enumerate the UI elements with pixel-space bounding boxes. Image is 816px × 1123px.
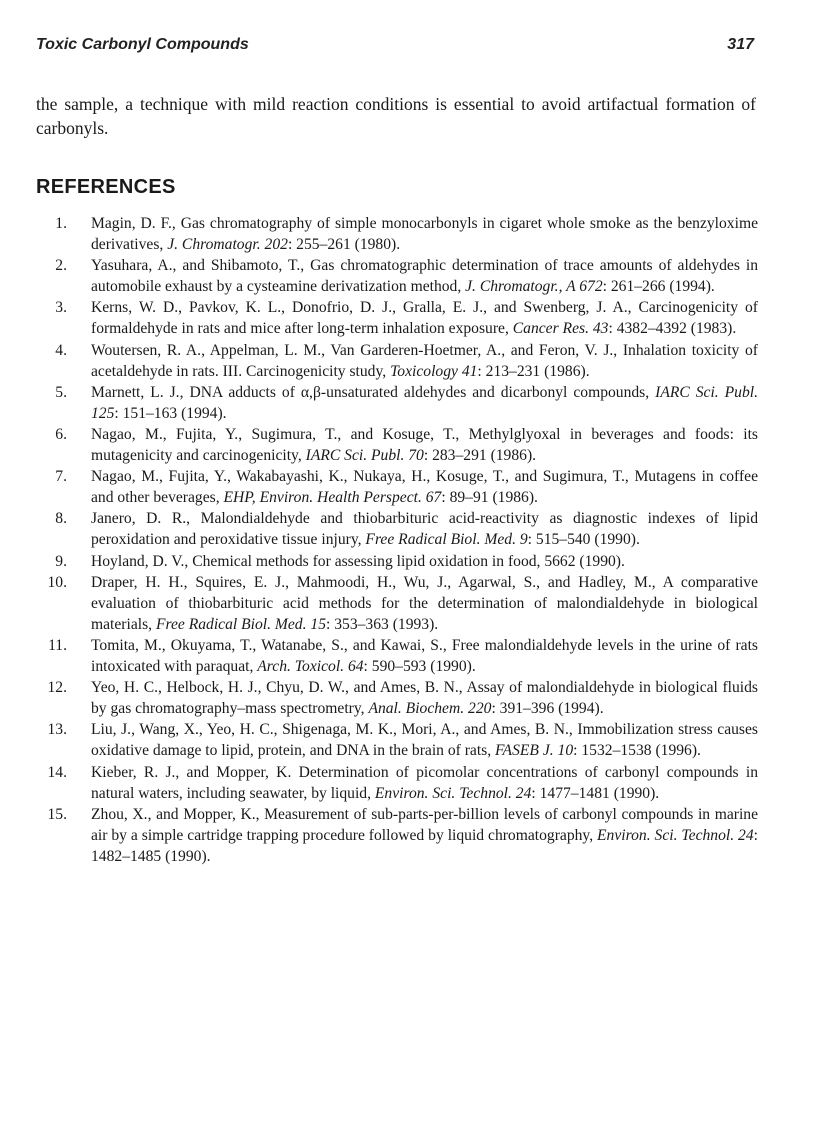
- reference-text: [91, 679, 758, 717]
- reference-text: [91, 553, 625, 570]
- reference-text: [91, 342, 758, 380]
- reference-item: [36, 467, 758, 509]
- reference-authors-title: Woutersen, R. A., Appelman, L. M., Van Garderen-Hoetmer, A., and Feron, V. J., Inhalation toxicity of acetaldehyde in rats. III. Carcinogenicity study,: [91, 341, 758, 380]
- reference-pages-year: : 283–291 (1986).: [423, 446, 537, 464]
- reference-pages-year: : 515–540 (1990).: [527, 531, 640, 549]
- reference-text: [91, 764, 758, 802]
- reference-authors-title: Marnett, L. J., DNA adducts of α,β-unsaturated aldehydes and dicarbonyl compounds,: [91, 383, 656, 401]
- reference-item: [36, 256, 758, 298]
- reference-journal: Cancer Res. 43: [512, 320, 609, 338]
- reference-text: [91, 299, 758, 337]
- reference-text: [91, 215, 758, 253]
- reference-number: 13.: [47, 721, 67, 739]
- reference-pages-year: : 391–396 (1994).: [491, 700, 604, 718]
- reference-journal: J. Chromatogr. 202: [167, 235, 288, 253]
- reference-authors-title: Yeo, H. C., Helbock, H. J., Chyu, D. W., and Ames, B. N., Assay of malondialdehyde in biological fluids by gas chromatography–mass spectrometry,: [91, 679, 758, 718]
- reference-authors-title: Kerns, W. D., Pavkov, K. L., Donofrio, D. J., Gralla, E. J., and Swenberg, J. A., Carcinogenicity of formaldehyde in rats and mice after long-term inhalation exposure,: [91, 299, 758, 338]
- reference-number: 15.: [47, 805, 67, 823]
- reference-authors-title: Draper, H. H., Squires, E. J., Mahmoodi, H., Wu, J., Agarwal, S., and Hadley, M., A comparative evaluation of thiobarbituric acid methods for the determination of malondialdehyde in biological materials,: [91, 573, 758, 633]
- reference-authors-title: Nagao, M., Fujita, Y., Wakabayashi, K., Nukaya, H., Kosuge, T., and Sugimura, T., Mutagens in coffee and other beverages,: [91, 468, 758, 507]
- reference-authors-title: Liu, J., Wang, X., Yeo, H. C., Shigenaga, M. K., Mori, A., and Ames, B. N., Immobilization stress causes oxidative damage to lipid, protein, and DNA in the brain of rats,: [91, 721, 758, 760]
- reference-text: [91, 806, 758, 865]
- reference-text: [91, 510, 758, 548]
- reference-pages-year: : 353–363 (1993).: [326, 615, 439, 633]
- reference-item: [36, 298, 758, 340]
- reference-journal: Arch. Toxicol. 64: [257, 657, 364, 675]
- reference-item: [36, 636, 758, 678]
- reference-pages-year: : 89–91 (1986).: [441, 489, 538, 507]
- reference-item: [36, 341, 758, 383]
- reference-text: [91, 574, 758, 633]
- reference-pages-year: : 255–261 (1980).: [287, 235, 401, 253]
- reference-text: [91, 426, 758, 464]
- reference-number: 3.: [55, 299, 67, 317]
- reference-authors-title: Tomita, M., Okuyama, T., Watanabe, S., and Kawai, S., Free malondialdehyde levels in the urine of rats intoxicated with paraquat,: [91, 637, 758, 675]
- running-header: [36, 36, 754, 58]
- reference-number: 9.: [55, 552, 67, 570]
- reference-number: 8.: [55, 510, 67, 528]
- reference-text: [91, 468, 758, 506]
- reference-pages-year: : 1477–1481 (1990).: [531, 784, 660, 802]
- reference-item: [36, 425, 758, 467]
- page-number: 317: [727, 36, 754, 53]
- reference-authors-title: Hoyland, D. V., Chemical methods for assessing lipid oxidation in food, 5662 (1990).: [91, 552, 625, 570]
- references-list: [36, 214, 758, 868]
- reference-authors-title: Zhou, X., and Mopper, K., Measurement of sub-parts-per-billion levels of carbonyl compounds in marine air by a simple cartridge trapping procedure followed by liquid chromatography,: [91, 805, 758, 844]
- reference-authors-title: Janero, D. R., Malondialdehyde and thiobarbituric acid-reactivity as diagnostic indexes of lipid peroxidation and peroxidative tissue injury,: [91, 510, 758, 549]
- reference-item: [36, 383, 758, 425]
- reference-authors-title: Kieber, R. J., and Mopper, K. Determination of picomolar concentrations of carbonyl compounds in natural waters, including seawater, by liquid,: [91, 763, 758, 802]
- reference-number: 2.: [55, 257, 67, 275]
- reference-number: 5.: [55, 383, 67, 401]
- reference-authors-title: Magin, D. F., Gas chromatography of simple monocarbonyls in cigaret whole smoke as the benzyloxime derivatives,: [91, 215, 758, 253]
- reference-pages-year: : 213–231 (1986).: [477, 362, 590, 380]
- reference-item: [36, 552, 758, 573]
- reference-number: 14.: [47, 763, 67, 781]
- reference-number: 12.: [47, 679, 67, 697]
- reference-item: [36, 805, 758, 868]
- reference-authors-title: Yasuhara, A., and Shibamoto, T., Gas chromatographic determination of trace amounts of aldehydes in automobile exhaust by a cysteamine derivatization method,: [91, 257, 758, 296]
- reference-item: [36, 763, 758, 805]
- reference-pages-year: : 1532–1538 (1996).: [573, 742, 701, 760]
- reference-text: [91, 721, 758, 759]
- reference-journal: Free Radical Biol. Med. 15: [155, 615, 326, 633]
- reference-number: 6.: [55, 426, 67, 444]
- reference-journal: Environ. Sci. Technol. 24: [597, 826, 754, 844]
- reference-text: [91, 384, 758, 422]
- reference-number: 7.: [55, 468, 67, 486]
- reference-number: 4.: [55, 341, 67, 359]
- reference-journal: FASEB J. 10: [495, 742, 574, 760]
- reference-journal: Environ. Sci. Technol. 24: [374, 784, 532, 802]
- reference-item: [36, 214, 758, 256]
- reference-journal: Toxicology 41: [390, 362, 478, 380]
- reference-pages-year: : 590–593 (1990).: [363, 657, 476, 675]
- reference-journal: J. Chromatogr., A 672: [465, 278, 603, 296]
- reference-authors-title: Nagao, M., Fujita, Y., Sugimura, T., and Kosuge, T., Methylglyoxal in beverages and foods: its mutagenicity and carcinogenicity,: [91, 426, 758, 464]
- reference-item: [36, 509, 758, 551]
- reference-journal: Anal. Biochem. 220: [368, 700, 492, 718]
- reference-number: 11.: [48, 637, 67, 655]
- reference-item: [36, 573, 758, 636]
- reference-pages-year: : 4382–4392 (1983).: [608, 320, 737, 338]
- reference-item: [36, 678, 758, 720]
- running-title: Toxic Carbonyl Compounds: [36, 36, 249, 53]
- reference-text: [91, 637, 758, 675]
- intro-paragraph: the sample, a technique with mild reaction conditions is essential to avoid artifactual formation of carbonyls.: [36, 94, 756, 138]
- reference-pages-year: : 1482–1485 (1990).: [91, 826, 758, 865]
- reference-journal: EHP, Environ. Health Perspect. 67: [223, 489, 442, 507]
- reference-pages-year: : 261–266 (1994).: [602, 278, 715, 296]
- reference-journal: Free Radical Biol. Med. 9: [365, 531, 528, 549]
- reference-pages-year: : 151–163 (1994).: [114, 404, 227, 422]
- reference-number: 1.: [55, 215, 67, 232]
- reference-item: [36, 720, 758, 762]
- reference-number: 10.: [47, 573, 67, 591]
- reference-text: [91, 257, 758, 295]
- references-heading: REFERENCES: [36, 176, 176, 198]
- reference-journal: IARC Sci. Publ. 125: [91, 383, 758, 422]
- reference-journal: IARC Sci. Publ. 70: [305, 446, 424, 464]
